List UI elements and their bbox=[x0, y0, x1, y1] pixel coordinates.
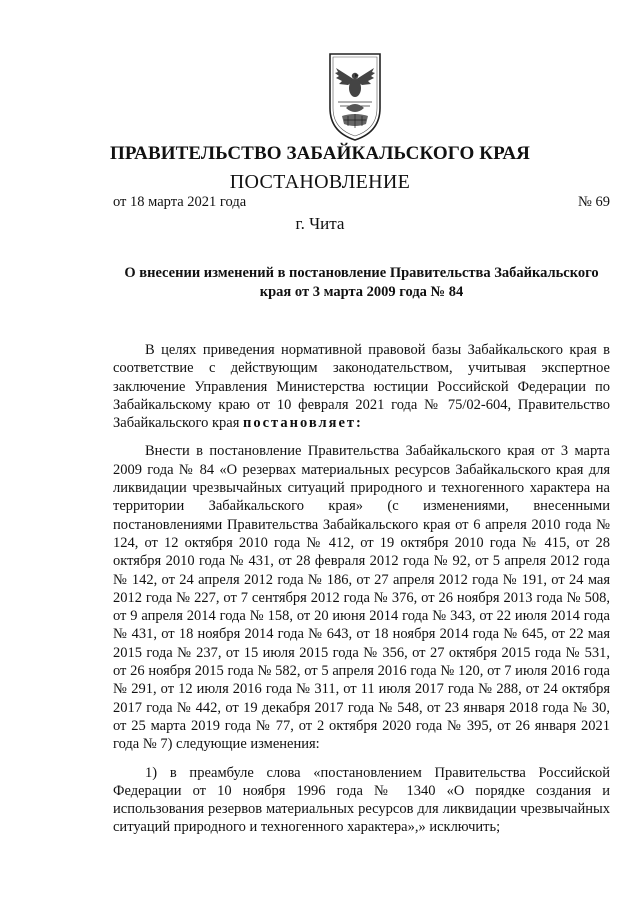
document-city: г. Чита bbox=[295, 214, 345, 233]
preamble-text: В целях приведения нормативной правовой базы Забайкальского края в соответствие с действующим законодательством, учитывая экспертное заключение Управления Министерства юстиции Российской Федерации по Забайкальскому краю от 10 февраля 2021 года № 75/02-604, Правительство Забайкальского края bbox=[113, 342, 610, 432]
organization-name: ПРАВИТЕЛЬСТВО ЗАБАЙКАЛЬСКОГО КРАЯ bbox=[109, 143, 530, 164]
document-title: О внесении изменений в постановление Правительства Забайкальского края от 3 марта 2009 года № 84 bbox=[124, 265, 599, 300]
document-number: № 69 bbox=[578, 194, 610, 210]
document-type: ПОСТАНОВЛЕНИЕ bbox=[229, 171, 411, 193]
coat-of-arms-icon bbox=[326, 50, 384, 142]
document-date: от 18 марта 2021 года bbox=[113, 194, 247, 210]
resolution-verb: постановляет: bbox=[243, 415, 363, 432]
paragraph-item-1: 1) в преамбуле слова «постановлением Правительства Российской Федерации от 10 ноября 1996 года № 1340 «О порядке создания и использования резервов материальных ресурсов для ликвидации чрезвычайных ситуаций природного и техногенного характера»,» исключить; bbox=[113, 764, 610, 836]
document-body bbox=[113, 341, 610, 847]
paragraph-amendment: Внести в постановление Правительства Забайкальского края от 3 марта 2009 года № 84 «О резервах материальных ресурсов Забайкальского края для ликвидации чрезвычайных ситуаций природного и техногенного характера на территории Забайкальского края» (с изменениями, внесенными постановлениями Правительства Забайкальского края от 6 апреля 2010 года № 124, от 12 октября 2010 года № 412, от 19 октября 2010 года № 415, от 28 октября 2010 года № 431, от 28 февраля 2012 года № 92, от 5 апреля 2012 года № 142, от 24 апреля 2012 года № 186, от 27 апреля 2012 года № 191, от 24 мая 2012 года № 227, от 7 сентября 2012 года № 376, от 26 ноября 2013 года № 508, от 9 апреля 2014 года № 158, от 20 июня 2014 года № 343, от 22 июля 2014 года № 431, от 18 ноября 2014 года № 643, от 18 ноября 2014 года № 645, от 22 мая 2015 года № 237, от 15 июля 2015 года № 356, от 27 октября 2015 года № 531, от 26 ноября 2015 года № 582, от 5 апреля 2016 года № 120, от 7 июля 2016 года № 291, от 12 июля 2016 года № 311, от 11 июля 2017 года № 288, от 24 октября 2017 года № 442, от 19 декабря 2017 года № 548, от 23 января 2018 года № 30, от 25 марта 2019 года № 77, от 2 октября 2020 года № 395, от 26 января 2021 года № 7) следующие изменения: bbox=[113, 443, 610, 753]
paragraph-preamble bbox=[113, 341, 610, 432]
